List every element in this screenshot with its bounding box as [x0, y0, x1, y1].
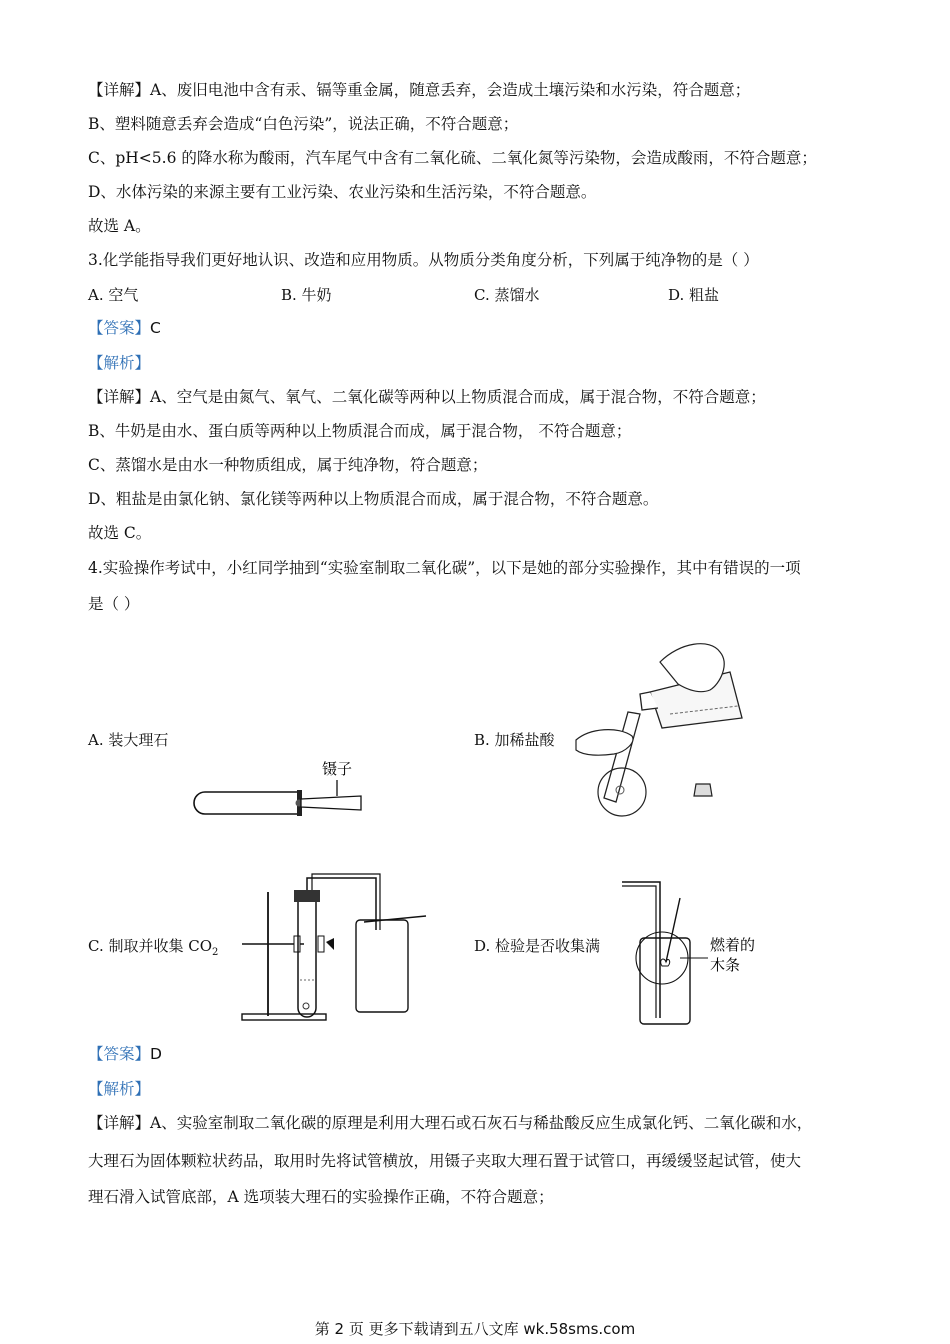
page-footer: 第 2 页 更多下载请到五八文库 wk.58sms.com	[314, 1320, 636, 1338]
answer-label: 【答案】	[88, 1045, 151, 1063]
q3-detail-a: 【详解】A、空气是由氮气、氧气、二氧化碳等两种以上物质混合而成，属于混合物，不符合题意；	[88, 388, 766, 406]
q4-detail-a-2: 大理石为固体颗粒状药品，取用时先将试管横放，用镊子夹取大理石置于试管口，再缓缓竖起试管，使大	[88, 1152, 802, 1170]
q2-conclusion: 故选 A。	[88, 217, 151, 235]
test-tube-tilted	[604, 712, 640, 802]
figure-b-pouring	[570, 632, 760, 820]
q4-detail-a-3: 理石滑入试管底部，A 选项装大理石的实验操作正确，不符合题意；	[88, 1188, 554, 1206]
large-test-tube	[298, 902, 316, 1017]
q3-conclusion: 故选 C。	[88, 524, 152, 542]
burning-stick	[666, 898, 680, 962]
q3-option-a: A. 空气	[88, 286, 139, 304]
figure-c-apparatus	[236, 870, 436, 1028]
rubber-stopper	[294, 890, 320, 902]
q2-detail-d: D、水体污染的来源主要有工业污染、农业污染和生活污染，不符合题意。	[88, 183, 597, 201]
q4-option-c-subscript: 2	[212, 947, 219, 958]
clamp-screw	[326, 938, 334, 950]
test-tube	[194, 792, 300, 814]
q4-option-b: B. 加稀盐酸	[474, 731, 555, 749]
clamp-jaw-left	[294, 936, 300, 952]
q4-option-c-text: C. 制取并收集 CO	[88, 937, 213, 955]
answer-label: 【答案】	[88, 319, 151, 337]
q4-detail-a-1: 【详解】A、实验室制取二氧化碳的原理是利用大理石或石灰石与稀盐酸反应生成氯化钙、二氧化碳和水，	[88, 1114, 813, 1132]
delivery-tube-d-inner	[622, 886, 656, 1018]
q3-option-c: C. 蒸馏水	[474, 286, 540, 304]
q3-detail-d: D、粗盐是由氯化钠、氯化镁等两种以上物质混合而成，属于混合物，不符合题意。	[88, 490, 659, 508]
q3-detail-c: C、蒸馏水是由水一种物质组成，属于纯净物，符合题意；	[88, 456, 488, 474]
hand-holding-bottle	[660, 644, 724, 692]
clamp-jaw-right	[318, 936, 324, 952]
figure-a-test-tube	[185, 752, 370, 824]
q2-detail-a: 【详解】A、废旧电池中含有汞、镉等重金属，随意丢弃，会造成土壤污染和水污染，符合题意；	[88, 81, 751, 99]
q3-option-b: B. 牛奶	[281, 286, 332, 304]
answer-value: C	[150, 319, 161, 337]
q3-option-d: D. 粗盐	[668, 286, 720, 304]
q4-stem-line2: 是（ ）	[88, 595, 140, 613]
figure-d-test	[618, 878, 778, 1028]
tweezers	[301, 796, 361, 810]
q4-option-d: D. 检验是否收集满	[474, 937, 601, 955]
q4-stem-line1: 4.实验操作考试中，小红同学抽到“实验室制取二氧化碳”，以下是她的部分实验操作，其中有错误的一项	[88, 559, 801, 577]
q3-detail-b: B、牛奶是由水、蛋白质等两种以上物质混合而成，属于混合物， 不符合题意；	[88, 422, 632, 440]
delivery-tube-d	[622, 882, 660, 1018]
q4-answer	[88, 1043, 162, 1065]
q2-detail-b: B、塑料随意丢弃会造成“白色污染”，说法正确，不符合题意；	[88, 115, 519, 133]
answer-value: D	[150, 1045, 162, 1063]
stick-label-line1: 燃着的	[710, 936, 756, 954]
q4-analysis-label: 【解析】	[88, 1080, 151, 1098]
stick-label-line2: 木条	[710, 956, 741, 974]
glass-plate	[364, 916, 426, 922]
bottle-stopper	[694, 784, 712, 796]
flame-icon	[661, 959, 670, 966]
q3-analysis-label: 【解析】	[88, 354, 151, 372]
q2-detail-c: C、pH<5.6 的降水称为酸雨，汽车尾气中含有二氧化硫、二氧化氮等污染物，会造成酸雨，不符合题意；	[88, 149, 817, 167]
q4-option-c	[88, 935, 218, 964]
collection-bottle-d	[640, 938, 690, 1024]
q3-stem: 3.化学能指导我们更好地认识、改造和应用物质。从物质分类角度分析，下列属于纯净物的是（ ）	[88, 251, 759, 269]
marble-pieces	[303, 1003, 309, 1009]
gas-collection-bottle	[356, 920, 408, 1012]
tweezers-label: 镊子	[322, 760, 353, 778]
q3-answer	[88, 317, 161, 339]
q4-option-a: A. 装大理石	[88, 731, 169, 749]
